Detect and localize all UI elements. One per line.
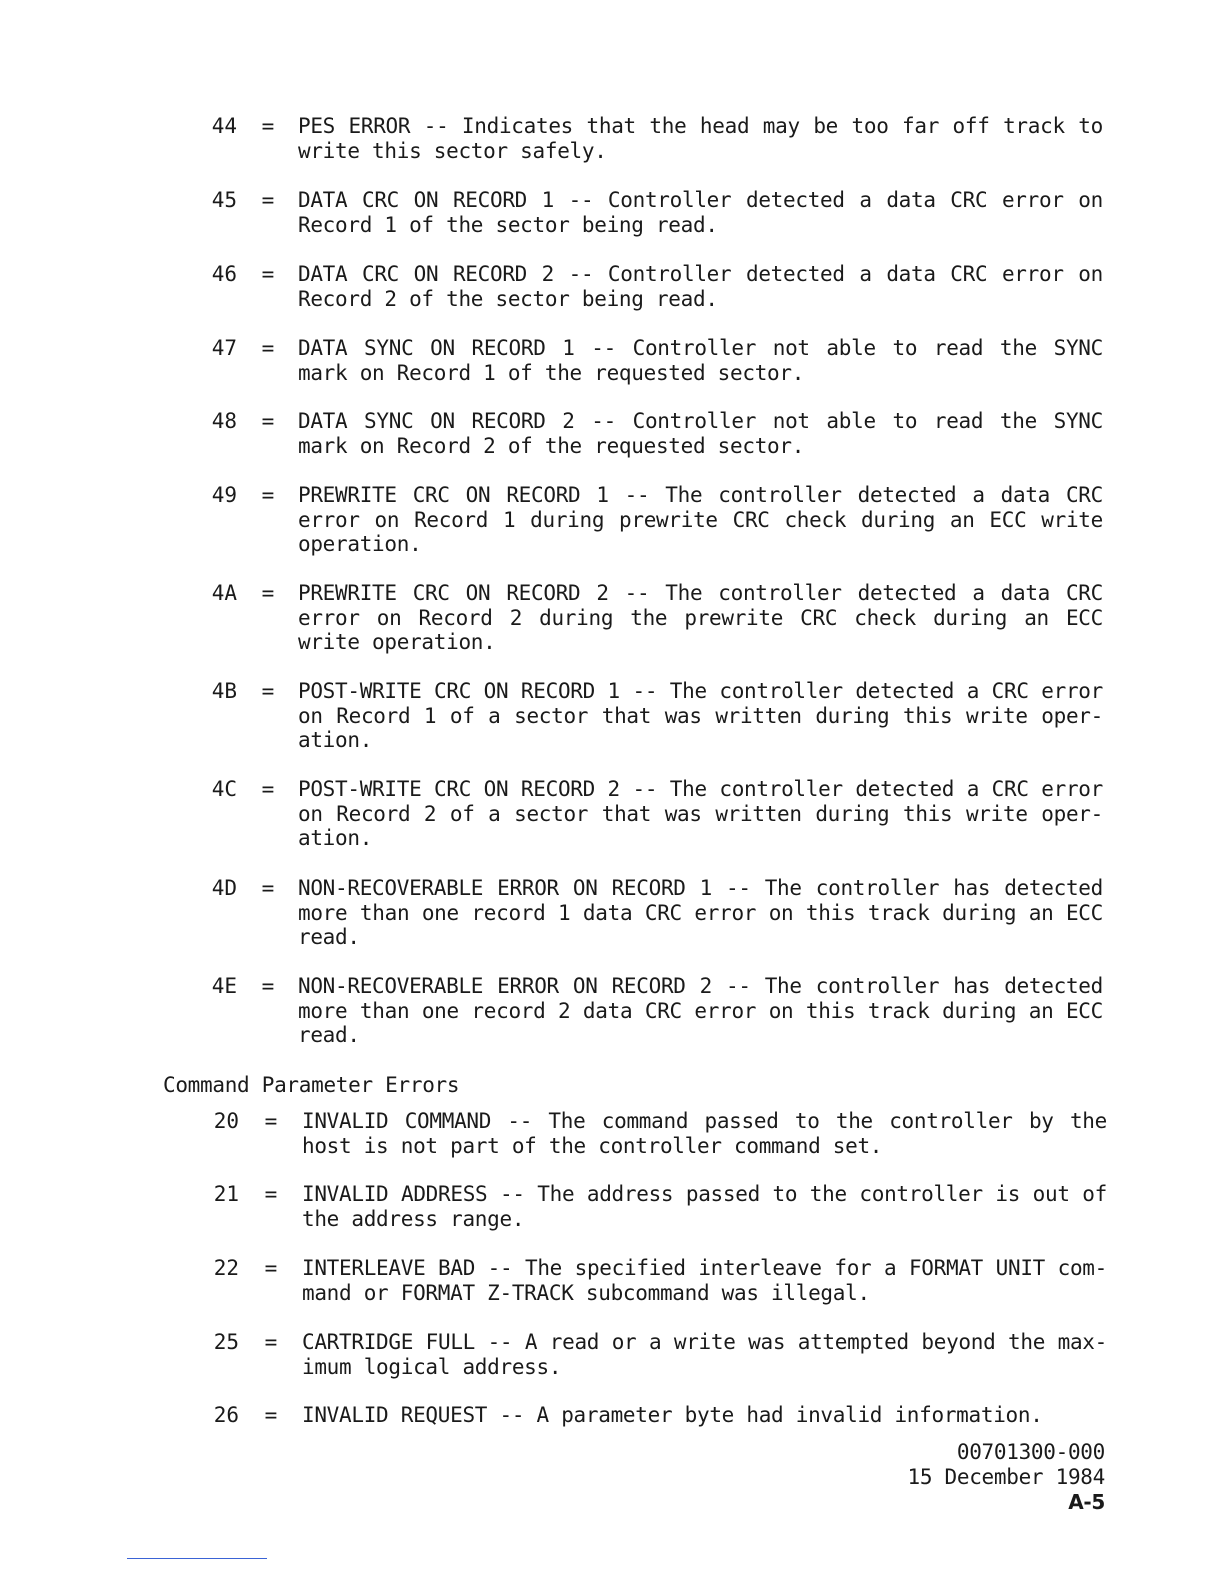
description-line: PREWRITE CRC ON RECORD 2 -- The controller detected a data CRC: [298, 581, 1103, 605]
description-line: on Record 1 of a sector that was written during this write oper-: [298, 703, 1103, 728]
error-description: [298, 777, 1103, 851]
error-description: [298, 679, 1103, 753]
error-code: 22: [213, 1256, 239, 1280]
description-line: host is not part of the controller command set.: [302, 1133, 883, 1158]
description-line: write this sector safely.: [298, 138, 607, 163]
error-code: 49: [211, 483, 237, 507]
description-line: ation.: [298, 826, 373, 851]
error-code: 44: [211, 114, 237, 138]
description-line: PREWRITE CRC ON RECORD 1 -- The controller detected a data CRC: [298, 483, 1103, 507]
description-line: Record 1 of the sector being read.: [298, 212, 718, 237]
description-line: INTERLEAVE BAD -- The specified interleave for a FORMAT UNIT com-: [302, 1256, 1107, 1280]
equals-sign: =: [264, 1182, 278, 1206]
error-code: 20: [213, 1109, 239, 1133]
equals-sign: =: [264, 1330, 278, 1354]
equals-sign: =: [261, 974, 275, 998]
equals-sign: =: [261, 679, 275, 703]
error-code: 26: [213, 1403, 239, 1427]
error-description: [302, 1403, 1107, 1428]
description-line: DATA CRC ON RECORD 1 -- Controller detected a data CRC error on: [298, 188, 1103, 212]
description-line: POST-WRITE CRC ON RECORD 2 -- The controller detected a CRC error: [298, 777, 1103, 801]
error-code: 4E: [211, 974, 237, 998]
error-description: [298, 581, 1103, 655]
scan-artifact-line: [127, 1558, 267, 1559]
description-line: INVALID COMMAND -- The command passed to the controller by the: [302, 1109, 1107, 1133]
error-code: 48: [211, 409, 237, 433]
description-line: mark on Record 1 of the requested sector.: [298, 360, 805, 385]
error-code: 45: [211, 188, 237, 212]
error-description: [298, 336, 1103, 385]
error-description: [302, 1182, 1107, 1231]
description-line: on Record 2 of a sector that was written during this write oper-: [298, 801, 1103, 826]
page-footer: [908, 1440, 1106, 1515]
error-description: [302, 1109, 1107, 1158]
error-description: [298, 483, 1103, 557]
equals-sign: =: [261, 409, 275, 433]
description-line: ation.: [298, 728, 373, 753]
error-code: 4B: [211, 679, 237, 703]
equals-sign: =: [261, 483, 275, 507]
description-line: read.: [298, 925, 360, 950]
error-description: [298, 876, 1103, 950]
page-number: A-5: [1068, 1490, 1105, 1514]
error-code: 4D: [211, 876, 237, 900]
description-line: Record 2 of the sector being read.: [298, 286, 718, 311]
description-line: DATA SYNC ON RECORD 1 -- Controller not able to read the SYNC: [298, 336, 1103, 360]
error-description: [298, 188, 1103, 237]
equals-sign: =: [261, 777, 275, 801]
description-line: INVALID REQUEST -- A parameter byte had invalid information.: [302, 1403, 1043, 1427]
equals-sign: =: [264, 1403, 278, 1427]
description-line: more than one record 1 data CRC error on this track during an ECC: [298, 900, 1103, 925]
error-code: 4A: [211, 581, 237, 605]
error-code: 25: [213, 1330, 239, 1354]
error-description: [298, 974, 1103, 1048]
error-description: [298, 114, 1103, 163]
equals-sign: =: [261, 262, 275, 286]
equals-sign: =: [261, 581, 275, 605]
equals-sign: =: [261, 114, 275, 138]
error-code: 46: [211, 262, 237, 286]
description-line: error on Record 1 during prewrite CRC check during an ECC write: [298, 507, 1103, 532]
description-line: write operation.: [298, 630, 496, 655]
description-line: imum logical address.: [302, 1354, 562, 1379]
description-line: DATA CRC ON RECORD 2 -- Controller detected a data CRC error on: [298, 262, 1103, 286]
description-line: read.: [298, 1023, 360, 1048]
description-line: error on Record 2 during the prewrite CRC check during an ECC: [298, 605, 1103, 630]
equals-sign: =: [264, 1256, 278, 1280]
equals-sign: =: [261, 336, 275, 360]
section-heading: Command Parameter Errors: [163, 1073, 460, 1097]
equals-sign: =: [264, 1109, 278, 1133]
error-code: 47: [211, 336, 237, 360]
document-number: 00701300-000: [956, 1440, 1105, 1464]
description-line: POST-WRITE CRC ON RECORD 1 -- The controller detected a CRC error: [298, 679, 1103, 703]
description-line: CARTRIDGE FULL -- A read or a write was attempted beyond the max-: [302, 1330, 1107, 1354]
description-line: the address range.: [302, 1206, 525, 1231]
description-line: NON-RECOVERABLE ERROR ON RECORD 1 -- The controller has detected: [298, 876, 1103, 900]
error-description: [298, 409, 1103, 458]
description-line: mark on Record 2 of the requested sector.: [298, 433, 805, 458]
description-line: mand or FORMAT Z-TRACK subcommand was illegal.: [302, 1280, 870, 1305]
description-line: DATA SYNC ON RECORD 2 -- Controller not able to read the SYNC: [298, 409, 1103, 433]
equals-sign: =: [261, 188, 275, 212]
error-description: [298, 262, 1103, 311]
error-code: 21: [213, 1182, 239, 1206]
description-line: INVALID ADDRESS -- The address passed to the controller is out of: [302, 1182, 1107, 1206]
document-date: 15 December 1984: [907, 1465, 1105, 1489]
description-line: operation.: [298, 532, 422, 557]
error-description: [302, 1330, 1107, 1379]
equals-sign: =: [261, 876, 275, 900]
error-description: [302, 1256, 1107, 1305]
error-code: 4C: [211, 777, 237, 801]
description-line: PES ERROR -- Indicates that the head may be too far off track to: [298, 114, 1103, 138]
description-line: NON-RECOVERABLE ERROR ON RECORD 2 -- The controller has detected: [298, 974, 1103, 998]
description-line: more than one record 2 data CRC error on this track during an ECC: [298, 998, 1103, 1023]
